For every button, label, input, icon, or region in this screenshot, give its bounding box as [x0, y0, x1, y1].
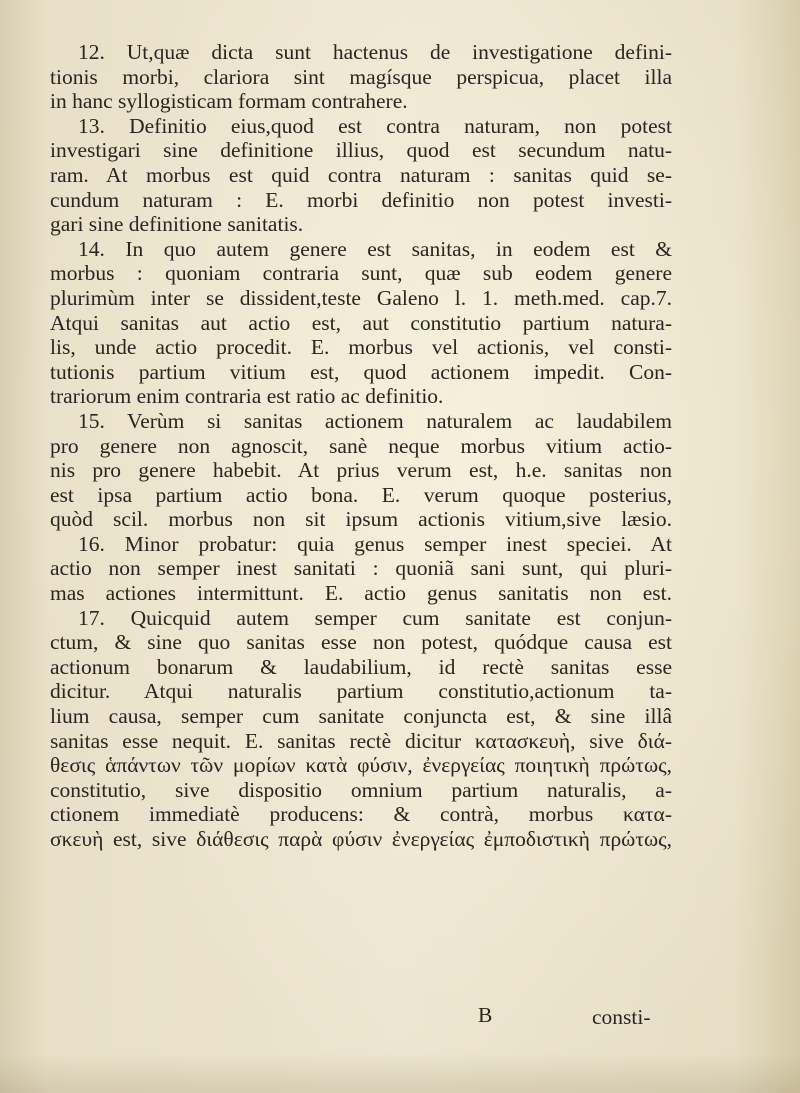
text-line: 12. Ut,quæ dicta sunt hactenus de investigatione defini- — [78, 40, 672, 64]
text-line: plurimùm inter se dissident,teste Galeno l. 1. meth.med. cap.7. — [50, 285, 672, 310]
text-line: lium causa, semper cum sanitate conjuncta est, & sine illâ — [50, 704, 672, 729]
text-line: investigari sine definitione illius, quod est secundum natu- — [50, 138, 672, 163]
page-footer — [0, 1001, 800, 1031]
text-line: θεσις ἁπάντων τῶν μορίων κατὰ φύσιν, ἐνεργείας ποιητικὴ πρώτως, — [50, 753, 672, 778]
text-line: 14. In quo autem genere est sanitas, in eodem est & — [78, 236, 672, 261]
text-line: lis, unde actio procedit. E. morbus vel actionis, vel consti- — [50, 335, 672, 360]
text-line: gari sine definitione sanitatis. — [50, 212, 304, 237]
text-line: est ipsa partium actio bona. E. verum quoque posterius, — [50, 482, 672, 507]
text-line: sanitas esse nequit. E. sanitas rectè dicitur κατασκευὴ, sive διά- — [50, 728, 672, 753]
catchword: consti- — [592, 1005, 651, 1029]
text-line: dicitur. Atqui naturalis partium constitutio,actionum ta- — [50, 679, 672, 704]
text-line: morbus : quoniam contraria sunt, quæ sub eodem genere — [50, 261, 672, 286]
text-line: quòd scil. morbus non sit ipsum actionis vitium,sive læsio. — [50, 507, 672, 532]
text-line: in hanc syllogisticam formam contrahere. — [50, 89, 408, 114]
text-line: ram. At morbus est quid contra naturam : sanitas quid se- — [50, 162, 672, 187]
text-line: Atqui sanitas aut actio est, aut constitutio partium natura- — [50, 310, 672, 335]
text-line: 13. Definitio eius,quod est contra naturam, non potest — [78, 113, 672, 138]
text-line: σκευὴ est, sive διάθεσις παρὰ φύσιν ἐνεργείας ἐμποδιστικὴ πρώτως, — [50, 827, 672, 851]
text-line: mas actiones intermittunt. E. actio genus sanitatis non est. — [50, 581, 672, 606]
text-line: 16. Minor probatur: quia genus semper inest speciei. At — [78, 531, 672, 556]
text-line: 15. Verùm si sanitas actionem naturalem ac laudabilem — [78, 408, 672, 433]
text-line: constitutio, sive dispositio omnium partium naturalis, a- — [50, 777, 672, 802]
text-line: ctionem immediatè producens: & contrà, morbus κατα- — [50, 802, 672, 827]
signature-mark: B — [478, 1003, 493, 1027]
text-line: 17. Quicquid autem semper cum sanitate est conjun- — [78, 605, 672, 630]
page-text — [50, 40, 672, 852]
text-line: tutionis partium vitium est, quod actionem impedit. Con- — [50, 359, 672, 384]
text-line: ctum, & sine quo sanitas esse non potest, quódque causa est — [50, 630, 672, 655]
text-line: nis pro genere habebit. At prius verum est, h.e. sanitas non — [50, 458, 672, 483]
text-line: actio non semper inest sanitati : quoniã sani sunt, qui pluri- — [50, 556, 672, 581]
text-line: trariorum enim contraria est ratio ac definitio. — [50, 384, 444, 409]
text-line: pro genere non agnoscit, sanè neque morbus vitium actio- — [50, 433, 672, 458]
text-line: cundum naturam : E. morbi definitio non potest investi- — [50, 187, 672, 212]
text-line: actionum bonarum & laudabilium, id rectè sanitas esse — [50, 654, 672, 679]
text-line: tionis morbi, clariora sint magísque perspicua, placet illa — [50, 64, 672, 89]
